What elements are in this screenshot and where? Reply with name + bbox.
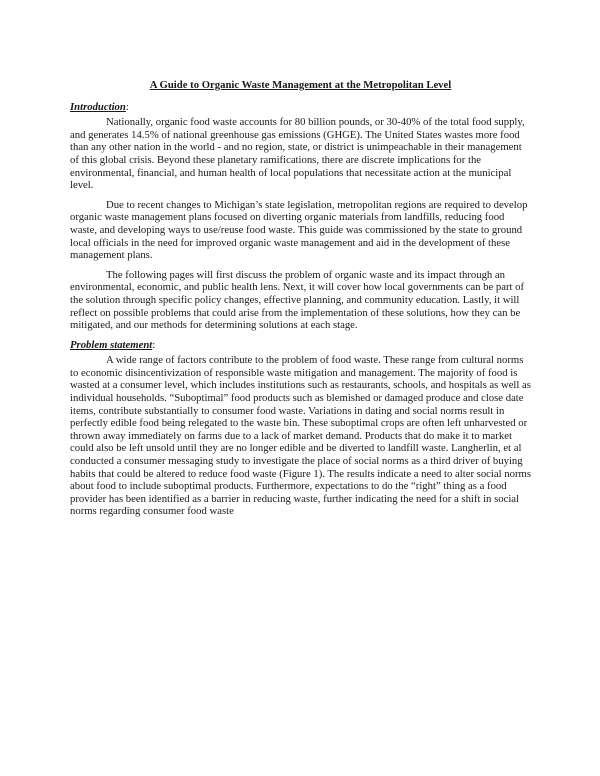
paragraph: The following pages will first discuss the problem of organic waste and its impact through an environmental, economic, and public health lens. Next, it will cover how local governments can be part of the solution through specific policy changes, effective planning, and community education. Lastly, it will reflect on possible problems that could arise from the implementation of these solutions, how they can be mitigated, and our methods for determining solutions at each stage. <box>70 268 525 332</box>
document-title: A Guide to Organic Waste Management at the Metropolitan Level <box>149 79 452 91</box>
paragraph: Due to recent changes to Michigan’s state legislation, metropolitan regions are required to develop organic waste management plans focused on diverting organic materials from landfills, reducing food waste, and developing ways to use/reuse food waste. This guide was commissioned by the state to ground local officials in the need for improved organic waste management and aid in the development of these management plans. <box>70 198 528 262</box>
section-heading-colon: : <box>152 338 156 351</box>
section-heading-problem-statement <box>70 339 531 352</box>
section-heading-colon: : <box>125 100 129 113</box>
document-body <box>70 79 531 518</box>
paragraph: Nationally, organic food waste accounts for 80 billion pounds, or 30-40% of the total food supply, and generates 14.5% of national greenhouse gas emissions (GHGE). The United States wastes more food than any other nation in the world - and no region, state, or district is unimpeachable in their management of this global crisis. Beyond these planetary ramifications, there are discrete implications for the environmental, financial, and human health of local populations that necessitate action at the municipal level. <box>70 116 525 192</box>
section-heading-introduction <box>70 101 531 114</box>
section-heading-text: Introduction <box>70 100 126 113</box>
paragraph: A wide range of factors contribute to the problem of food waste. These range from cultural norms to economic disincentivization of responsible waste mitigation and management. The majority of food is wasted at a consumer level, which includes institutions such as restaurants, schools, and hospitals as well as individual households. “Suboptimal” food products such as blemished or damaged produce and close date items, contribute substantially to consumer food waste. Variations in dating and social norms result in perfectly edible food being relegated to the waste bin. These suboptimal crops are often left unharvested or thrown away immediately on farms due to a lack of market demand. Products that do make it to market could also be left unsold until they are no longer edible and be diverted to landfill waste. Langherlin, et al conducted a consumer messaging study to investigate the place of social norms as a third driver of buying habits that could be altered to reduce food waste (Figure 1). The results indicate a need to alter social norms about food to include suboptimal products. Furthermore, expectations to do the “right” thing as a food provider has been identified as a barrier in reducing waste, further indicating the need for a shift in social norms regarding consumer food waste <box>70 354 531 518</box>
section-heading-text: Problem statement <box>70 338 153 351</box>
